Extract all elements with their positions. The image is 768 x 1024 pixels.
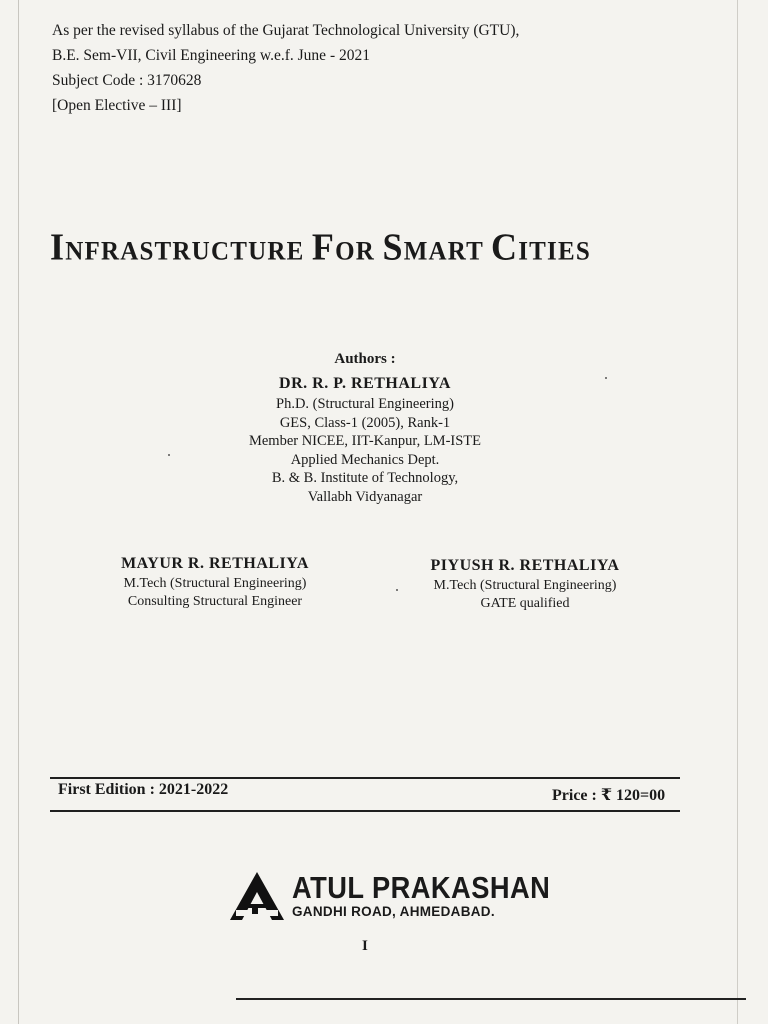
page-left-edge (18, 0, 19, 1024)
title-word: NFRASTRUCTURE (65, 237, 305, 266)
publisher-name: ATUL PRAKASHAN (292, 870, 551, 905)
print-speck (396, 589, 398, 591)
title-word: MART (403, 237, 484, 266)
page-right-edge (737, 0, 738, 1024)
edition-rule-top (50, 777, 680, 779)
course-line: B.E. Sem-VII, Civil Engineering w.e.f. June - 2021 (52, 47, 370, 64)
title-word: ITIES (518, 237, 591, 266)
syllabus-line: As per the revised syllabus of the Gujarat Technological University (GTU), (52, 22, 520, 39)
elective-line: [Open Elective – III] (52, 97, 182, 114)
co-author-role: Consulting Structural Engineer (127, 594, 303, 609)
title-word: OR (335, 237, 376, 266)
title-initial: F (311, 226, 336, 268)
price-label: Price : ₹ 120=00 (552, 787, 666, 804)
lead-author-institute: B. & B. Institute of Technology, (271, 470, 459, 486)
page-number: I (362, 938, 368, 954)
atul-prakashan-logo-icon (228, 870, 286, 922)
book-title (50, 225, 591, 269)
co-author-qualification: M.Tech (Structural Engineering) (123, 576, 307, 591)
edition-label: First Edition : 2021-2022 (58, 781, 229, 798)
co-author-name: MAYUR R. RETHALIYA (121, 555, 309, 572)
lead-author-name: DR. R. P. RETHALIYA (279, 374, 451, 392)
syllabus-header (52, 18, 519, 118)
co-author-name: PIYUSH R. RETHALIYA (430, 557, 620, 574)
edition-rule-bottom (50, 810, 680, 812)
publisher-address: GANDHI ROAD, AHMEDABAD. (292, 904, 495, 919)
title-initial: S (382, 226, 404, 268)
title-initial: C (491, 226, 519, 268)
lead-author-block (190, 350, 540, 506)
lead-author-city: Vallabh Vidyanagar (307, 488, 423, 505)
lead-author-service: GES, Class-1 (2005), Rank-1 (279, 414, 451, 431)
lead-author-department: Applied Mechanics Dept. (290, 451, 440, 468)
co-author-left (100, 555, 330, 611)
print-speck (605, 377, 607, 379)
title-initial: I (50, 226, 66, 268)
co-author-role: GATE qualified (480, 596, 570, 611)
co-author-right (400, 557, 650, 613)
bottom-rule (236, 998, 746, 1000)
publisher-text (292, 872, 585, 920)
print-speck (168, 454, 170, 456)
publisher-block (228, 870, 585, 922)
co-author-qualification: M.Tech (Structural Engineering) (433, 578, 617, 593)
lead-author-qualification: Ph.D. (Structural Engineering) (276, 396, 454, 412)
lead-author-membership: Member NICEE, IIT-Kanpur, LM-ISTE (248, 433, 482, 449)
authors-label: Authors : (334, 351, 396, 367)
subject-code-line: Subject Code : 3170628 (52, 72, 202, 89)
